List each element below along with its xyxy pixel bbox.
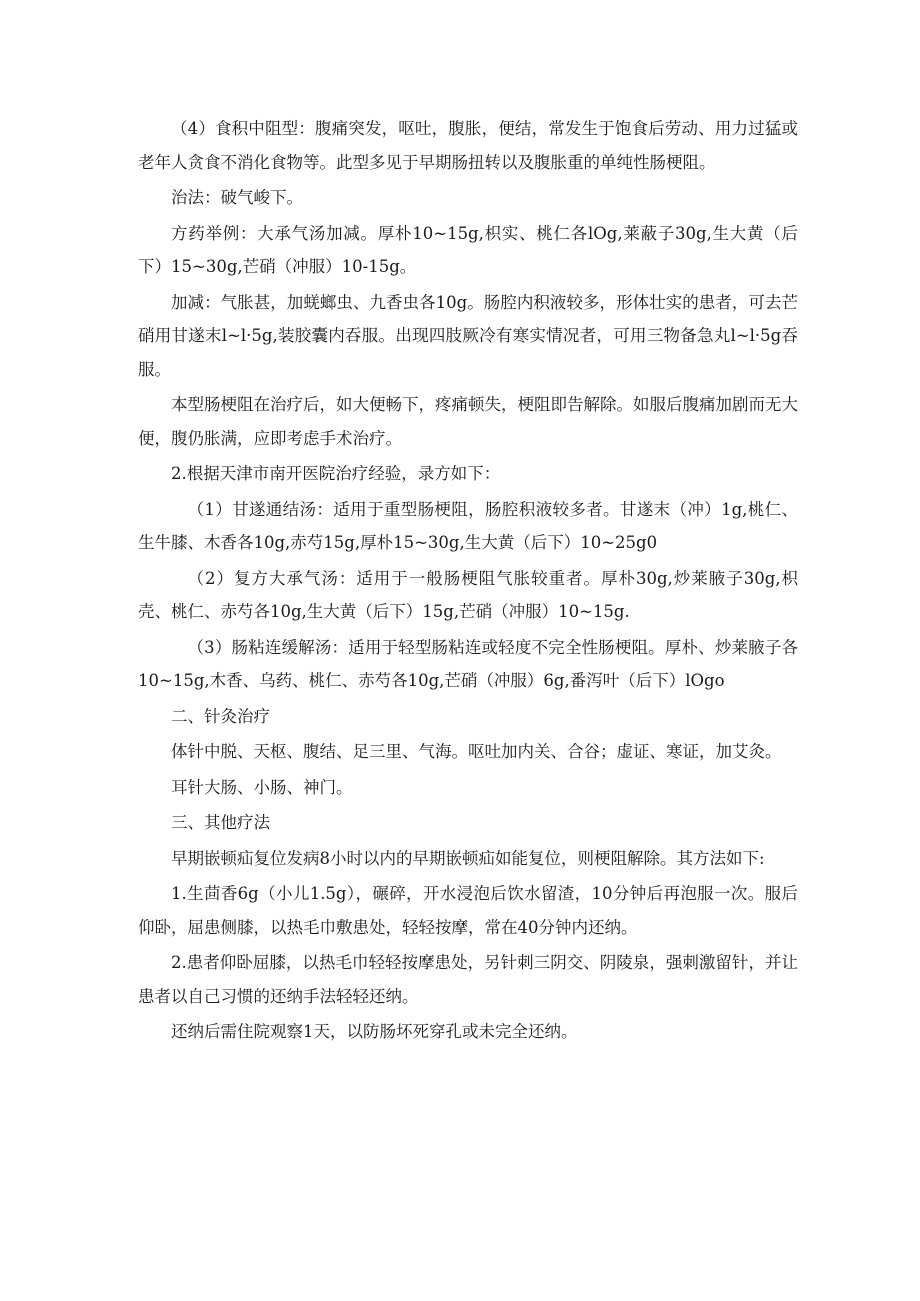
paragraph-outcome: 本型肠梗阻在治疗后，如大便畅下，疼痛顿失，梗阻即告解除。如服后腹痛加剧而无大便，腹仍胀满，应即考虑手术治疗。 <box>138 395 798 448</box>
section-heading-other-therapies: 三、其他疗法 <box>171 813 270 832</box>
paragraph-observation: 还纳后需住院观察1天，以防肠坏死穿孔或未完全还纳。 <box>171 1022 578 1041</box>
document-body <box>138 112 798 1051</box>
section-heading-acupuncture: 二、针灸治疗 <box>171 706 270 726</box>
paragraph-gansui-tongjie: （1）甘遂通结汤：适用于重型肠梗阻，肠腔积液较多者。甘遂末（冲）1g,桃仁、生牛膝、木香各10g,赤芍15g,厚朴15~30g,生大黄（后下）10~25g0 <box>138 499 798 552</box>
paragraph-adhesion-relief: （3）肠粘连缓解汤：适用于轻型肠粘连或轻度不完全性肠梗阻。厚朴、炒莱腋子各10~15g,木香、乌药、桃仁、赤芍各10g,芒硝（冲服）6g,番泻叶（后下）lOgo <box>138 637 798 690</box>
paragraph-body-acupuncture: 体针中脱、天枢、腹结、足三里、气海。呕吐加内关、合谷；虚证、寒证，加艾灸。 <box>171 742 782 761</box>
paragraph-food-stagnation-type: （4）食积中阻型：腹痛突发，呕吐，腹胀，便结，常发生于饱食后劳动、用力过猛或老年人贪食不消化食物等。此型多见于早期肠扭转以及腹胀重的单纯性肠梗阻。 <box>138 119 798 172</box>
paragraph-method-2: 2.患者仰卧屈膝，以热毛巾轻轻按摩患处，另针刺三阴交、阴陵泉，强刺激留针，并让患者以自己习惯的还纳手法轻轻还纳。 <box>138 953 798 1006</box>
paragraph-hernia-reduction: 早期嵌顿疝复位发病8小时以内的早期嵌顿疝如能复位，则梗阻解除。其方法如下: <box>171 848 765 868</box>
paragraph-treatment-method: 治法：破气峻下。 <box>171 188 303 207</box>
paragraph-ear-acupuncture: 耳针大肠、小肠、神门。 <box>171 777 353 797</box>
paragraph-nankai-experience: 2.根据天津市南开医院治疗经验，录方如下： <box>171 464 501 483</box>
paragraph-fufang-dachengqi: （2）复方大承气汤：适用于一般肠梗阻气胀较重者。厚朴30g,炒莱腋子30g,枳壳、桃仁、赤芍各10g,生大黄（后下）15g,芒硝（冲服）10~15g. <box>138 568 798 621</box>
paragraph-prescription-example: 方药举例：大承气汤加减。厚朴10~15g,枳实、桃仁各lOg,莱蔽子30g,生大黄（后下）15~30g,芒硝（冲服）10-15g。 <box>138 223 798 276</box>
paragraph-method-1: 1.生茴香6g（小儿1.5g），碾碎，开水浸泡后饮水留渣，10分钟后再泡服一次。服后仰卧，屈患侧膝，以热毛巾敷患处，轻轻按摩，常在40分钟内还纳。 <box>138 884 798 937</box>
paragraph-modification: 加减：气胀甚，加蜣螂虫、九香虫各10g。肠腔内积液较多，形体壮实的患者，可去芒硝用甘遂末l~l·5g,装胶囊内吞服。出现四肢厥冷有寒实情况者，可用三物备急丸l~l·5g吞服。 <box>138 292 798 379</box>
